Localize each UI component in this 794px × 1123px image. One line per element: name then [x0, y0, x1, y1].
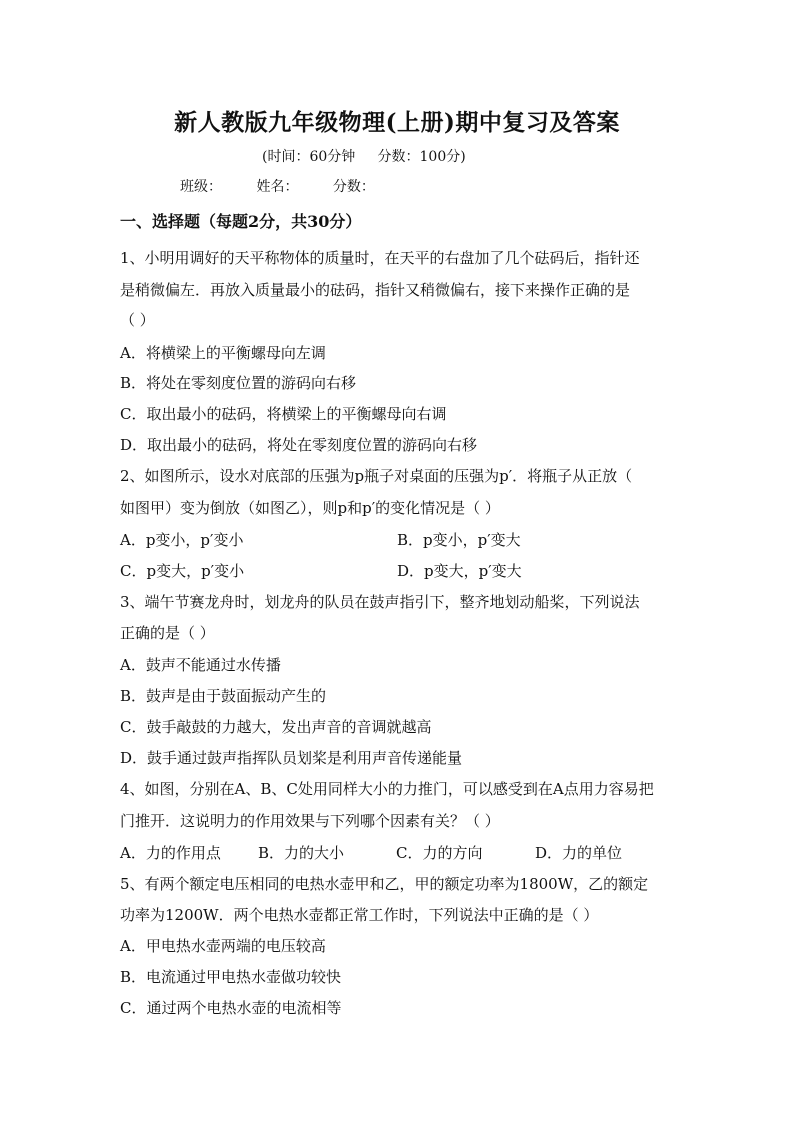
q3-option-b: B．鼓声是由于鼓面振动产生的: [120, 687, 327, 705]
section-heading-choice: 一、选择题（每题2分，共30分）: [120, 212, 362, 231]
q4-option-a: A．力的作用点: [120, 844, 221, 862]
q2-option-a: A．p变小，p′变小: [120, 531, 244, 549]
q2-option-b: B．p变小，p′变大: [397, 531, 521, 549]
q3-option-c: C．鼓手敲鼓的力越大，发出声音的音调就越高: [120, 718, 432, 736]
q4-line1: 4、如图，分别在A、B、C处用同样大小的力推门，可以感受到在A点用力容易把: [120, 780, 654, 798]
q2-line1: 2、如图所示，设水对底部的压强为p瓶子对桌面的压强为p′．将瓶子从正放（: [120, 467, 633, 485]
q5-option-b: B．电流通过甲电热水壶做功较快: [120, 968, 342, 986]
q1-option-c: C．取出最小的砝码，将横梁上的平衡螺母向右调: [120, 405, 447, 423]
q1-option-b: B．将处在零刻度位置的游码向右移: [120, 374, 357, 392]
q5-option-c: C．通过两个电热水壶的电流相等: [120, 999, 342, 1017]
student-info-line: [180, 176, 405, 196]
q2-option-d: D．p变大，p′变大: [397, 562, 522, 580]
q4-line2: 门推开．这说明力的作用效果与下列哪个因素有关？（ ）: [120, 812, 500, 830]
q1-line2: 是稍微偏左．再放入质量最小的砝码，指针又稍微偏右，接下来操作正确的是: [120, 281, 631, 299]
q1-option-d: D．取出最小的砝码，将处在零刻度位置的游码向右移: [120, 436, 478, 454]
q4-option-b: B．力的大小: [258, 844, 345, 862]
q5-line2: 功率为1200W．两个电热水壶都正常工作时，下列说法中正确的是（ ）: [120, 906, 599, 924]
q5-line1: 5、有两个额定电压相同的电热水壶甲和乙，甲的额定功率为1800W，乙的额定: [120, 875, 649, 893]
score-label: 分数：: [332, 179, 375, 195]
q1-line1: 1、小明用调好的天平称物体的质量时，在天平的右盘加了几个砝码后，指针还: [120, 249, 640, 267]
page-title: 新人教版九年级物理(上册)期中复习及答案: [174, 109, 620, 136]
q1-option-a: A．将横梁上的平衡螺母向左调: [120, 344, 326, 362]
q2-line2: 如图甲）变为倒放（如图乙），则p和p′的变化情况是（ ）: [120, 499, 500, 517]
q1-line3: （ ）: [120, 311, 155, 329]
q4-option-d: D．力的单位: [535, 844, 623, 862]
class-label: 班级：: [180, 179, 222, 195]
q3-line1: 3、端午节赛龙舟时，划龙舟的队员在鼓声指引下，整齐地划动船桨，下列说法: [120, 593, 640, 611]
q3-line2: 正确的是（ ）: [120, 624, 215, 642]
q3-option-d: D．鼓手通过鼓声指挥队员划桨是利用声音传递能量: [120, 749, 463, 767]
q2-option-c: C．p变大，p′变小: [120, 562, 245, 580]
q3-option-a: A．鼓声不能通过水传播: [120, 656, 281, 674]
name-label: 姓名：: [256, 179, 299, 195]
q5-option-a: A．甲电热水壶两端的电压较高: [120, 937, 326, 955]
q4-option-c: C．力的方向: [396, 844, 483, 862]
exam-time-score: (时间：60分钟 分数：100分): [262, 149, 466, 165]
